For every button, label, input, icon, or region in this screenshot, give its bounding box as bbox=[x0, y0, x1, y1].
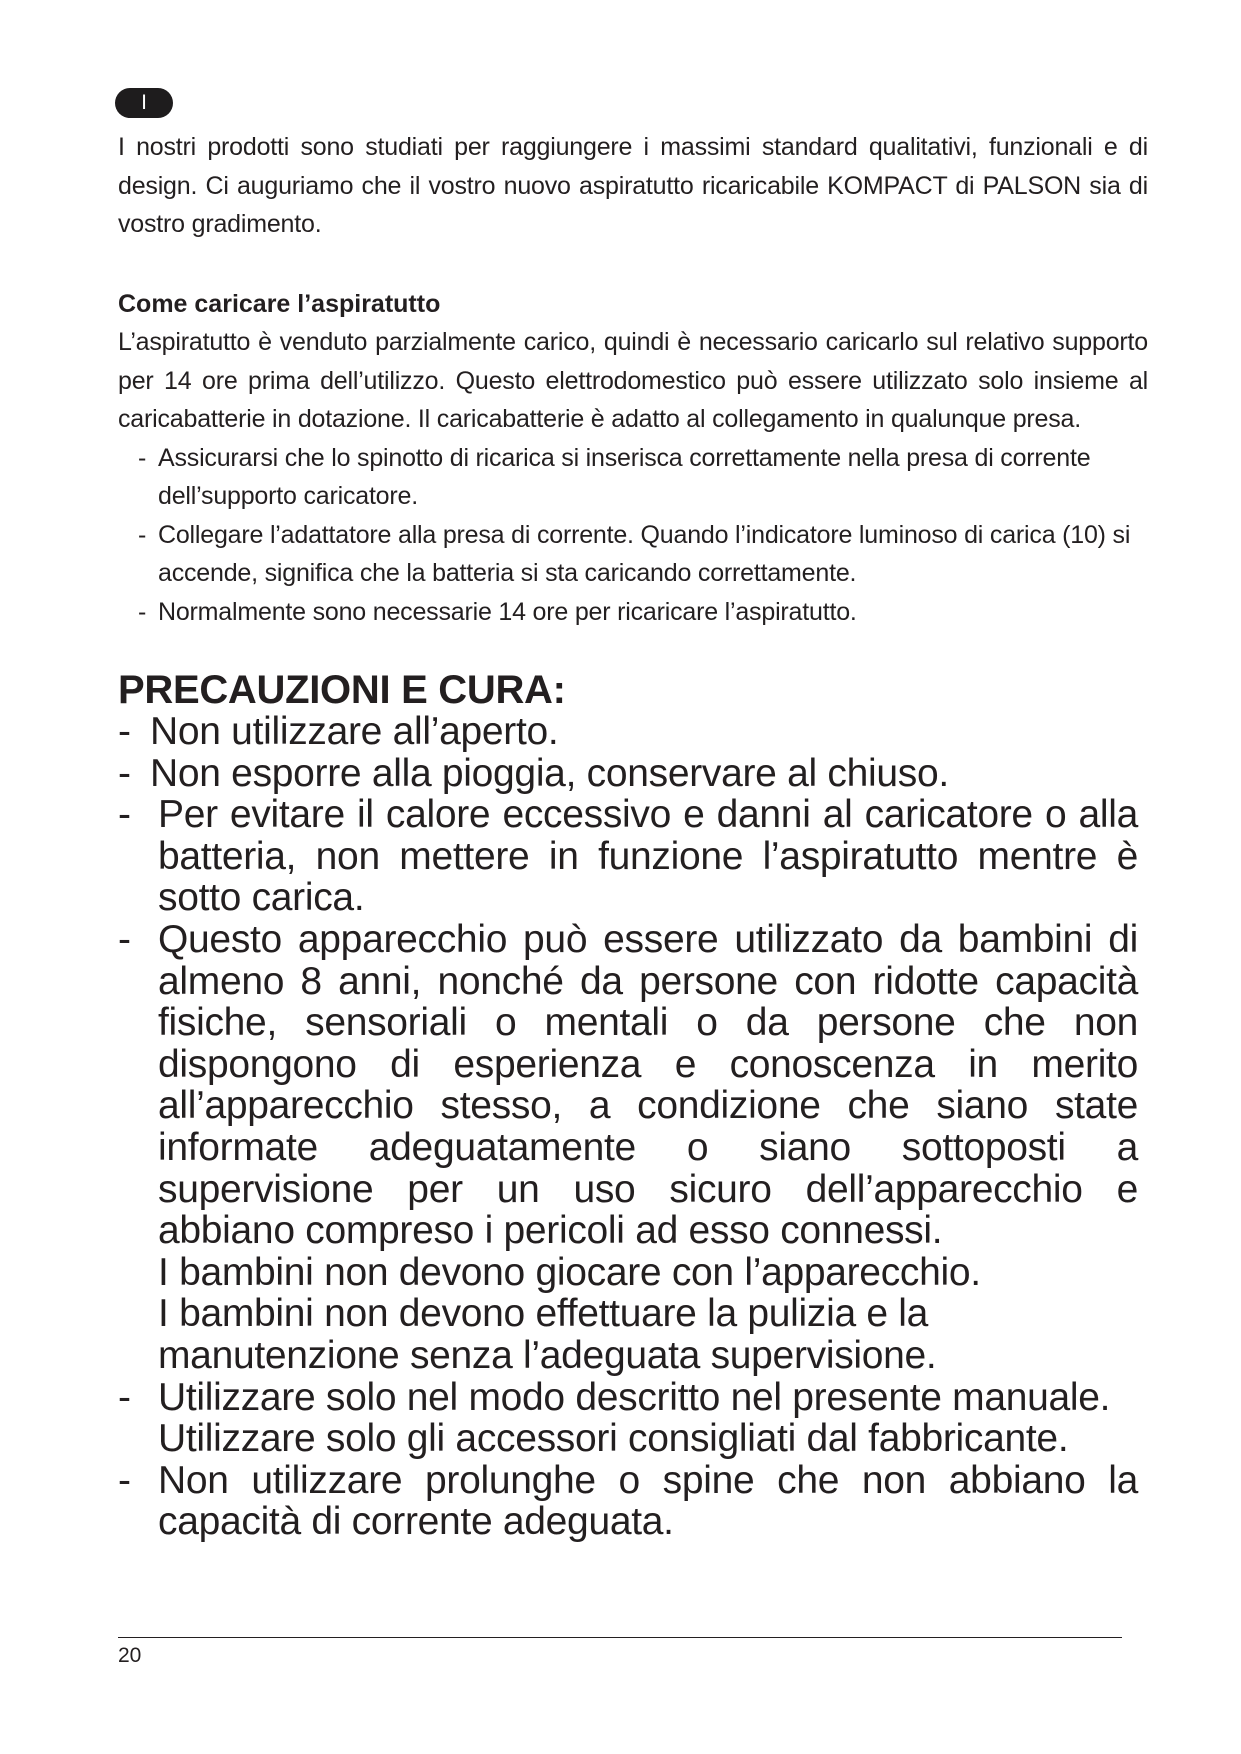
list-dash: - bbox=[118, 1458, 131, 1502]
list-item bbox=[118, 439, 1148, 516]
charging-item-adapter: Collegare l’adattatore alla presa di corrente. Quando l’indicatore luminoso di carica (10) si accende, significa che la batteria si sta caricando correttamente. bbox=[158, 520, 1131, 587]
language-badge: I bbox=[115, 88, 173, 118]
charging-item-plug: Assicurarsi che lo spinotto di ricarica si inserisca correttamente nella presa di corrente dell’supporto caricatore. bbox=[158, 443, 1091, 510]
charging-section bbox=[118, 323, 1148, 631]
page-number: 20 bbox=[118, 1644, 142, 1667]
list-item bbox=[118, 593, 1148, 632]
precautions-heading: PRECAUZIONI E CURA: bbox=[118, 668, 566, 712]
list-item bbox=[118, 1460, 1138, 1543]
precaution-charging-use: Per evitare il calore eccessivo e danni al caricatore o alla batteria, non mettere in funzione l’aspiratutto mentre è sotto carica. bbox=[158, 793, 1138, 920]
precaution-children-cleaning: I bambini non devono effettuare la pulizia e la manutenzione senza l’adeguata supervisione. bbox=[158, 1292, 937, 1377]
precaution-outdoor: Non utilizzare all’aperto. bbox=[150, 710, 559, 753]
charging-paragraph: L’aspiratutto è venduto parzialmente carico, quindi è necessario caricarlo sul relativo supporto per 14 ore prima dell’utilizzo. Questo elettrodomestico può essere utilizzato solo insieme al caricabatterie in dotazione. Il caricabatterie è adatto al collegamento in qualunque presa. bbox=[118, 328, 1148, 433]
list-dash: - bbox=[138, 443, 147, 472]
charging-heading: Come caricare l’aspiratutto bbox=[118, 289, 441, 318]
list-dash: - bbox=[138, 597, 147, 626]
list-item bbox=[118, 794, 1138, 919]
list-item bbox=[118, 753, 1138, 795]
list-dash: - bbox=[118, 751, 131, 795]
list-item bbox=[118, 516, 1148, 593]
precaution-rain: Non esporre alla pioggia, conservare al chiuso. bbox=[150, 751, 949, 795]
charging-item-hours: Normalmente sono necessarie 14 ore per ricaricare l’aspiratutto. bbox=[158, 597, 857, 626]
list-dash: - bbox=[118, 917, 131, 961]
precaution-manual-use: Utilizzare solo nel modo descritto nel presente manuale. Utilizzare solo gli accessori consigliati dal fabbricante. bbox=[158, 1375, 1111, 1461]
list-dash: - bbox=[118, 710, 131, 753]
precaution-children-play: I bambini non devono giocare con l’apparecchio. bbox=[158, 1250, 981, 1294]
charging-list bbox=[118, 439, 1148, 632]
list-dash: - bbox=[118, 793, 131, 837]
footer-divider bbox=[118, 1637, 1122, 1638]
list-item bbox=[118, 1377, 1138, 1460]
page-content bbox=[118, 128, 1148, 1543]
intro-paragraph: I nostri prodotti sono studiati per raggiungere i massimi standard qualitativi, funzionali e di design. Ci auguriamo che il vostro nuovo aspiratutto ricaricabile KOMPACT di PALSON sia di vostro gradimento. bbox=[118, 133, 1148, 238]
precautions-list bbox=[118, 711, 1138, 1543]
precaution-children: Questo apparecchio può essere utilizzato da bambini di almeno 8 anni, nonché da persone con ridotte capacità fisiche, sensoriali o mentali o da persone che non dispongono di esperienza e conoscenza in merito all’apparecchio stesso, a condizione che siano state informate adeguatamente o siano sottoposti a supervisione per un uso sicuro dell’apparecchio e abbiano compreso i pericoli ad esso connessi. bbox=[158, 917, 1138, 1253]
list-item bbox=[118, 919, 1138, 1377]
list-item bbox=[118, 711, 1138, 753]
precaution-extension: Non utilizzare prolunghe o spine che non abbiano la capacità di corrente adeguata. bbox=[158, 1458, 1138, 1544]
list-dash: - bbox=[118, 1375, 131, 1419]
list-dash: - bbox=[138, 520, 147, 549]
